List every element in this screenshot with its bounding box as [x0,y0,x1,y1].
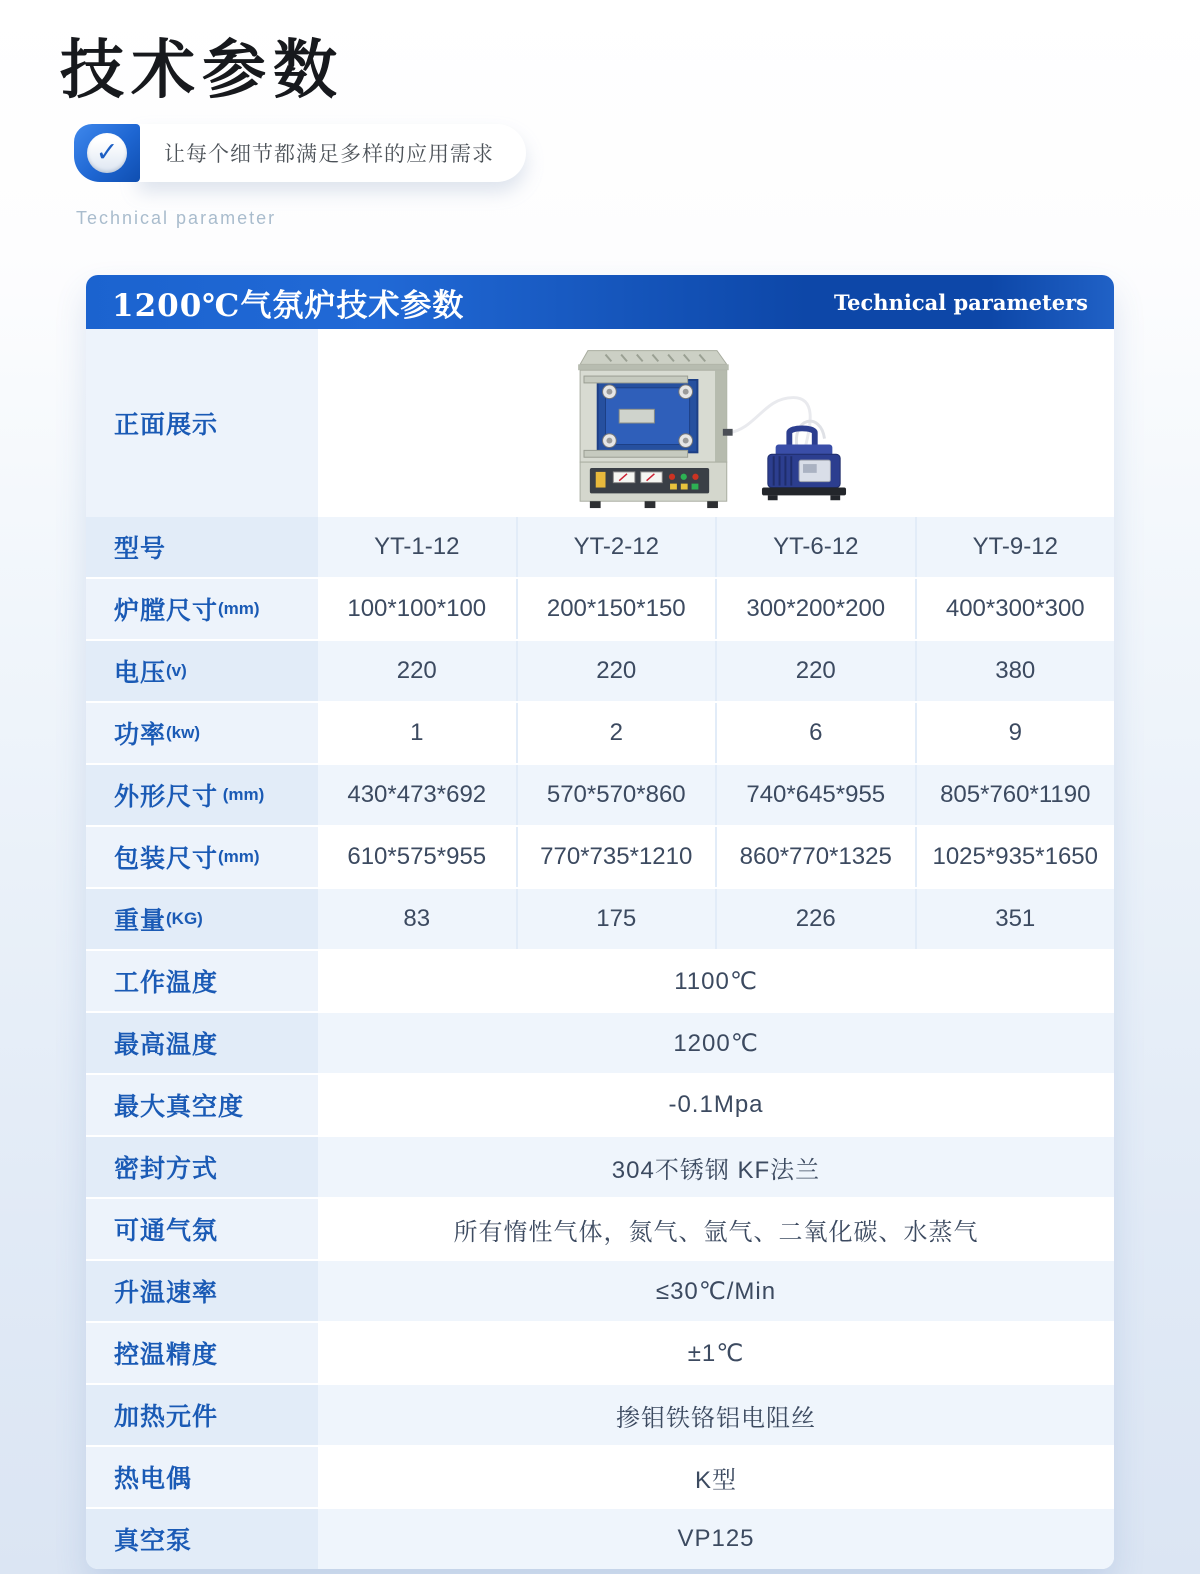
table-row [86,1321,1114,1383]
row-label: 工作温度 [86,951,318,1011]
value-cell-merged: -0.1Mpa [318,1075,1114,1135]
value-cell: 610*575*955 [347,843,487,871]
front-display-row [86,329,1114,517]
row-label: 重量 (KG) [86,889,318,949]
row-values [318,827,1114,887]
table-row [86,701,1114,763]
value-cell: 220 [396,657,437,685]
furnace-product-image [551,335,881,511]
value-cell: 220 [715,641,915,701]
value-cell: 351 [915,889,1115,949]
row-label: 最高温度 [86,1013,318,1073]
table-row [86,949,1114,1011]
row-values [318,889,1114,949]
value-cell: 1025*935*1650 [915,827,1115,887]
table-row [86,1445,1114,1507]
value-cell: 100*100*100 [347,595,487,623]
subtitle-english: Technical parameter [76,208,277,229]
table-row [86,1135,1114,1197]
table-title: 1200℃气氛炉技术参数 [112,287,465,324]
row-label: 真空泵 [86,1509,318,1569]
value-cell-merged: 1200℃ [318,1013,1114,1073]
value-cell: 860*770*1325 [715,827,915,887]
table-row [86,825,1114,887]
table-row [86,639,1114,701]
value-cell: YT-9-12 [915,517,1115,577]
value-cell: YT-6-12 [715,517,915,577]
table-row [86,1507,1114,1569]
table-row [86,887,1114,949]
value-cell: 380 [915,641,1115,701]
value-cell-merged: VP125 [318,1509,1114,1569]
value-cell: 83 [403,905,431,933]
table-row [86,577,1114,639]
value-cell: 805*760*1190 [915,765,1115,825]
table-row [86,1259,1114,1321]
row-values [318,579,1114,639]
row-label: 正面展示 [86,329,318,517]
row-label: 升温速率 [86,1261,318,1321]
value-cell-merged: 304不锈钢 KF法兰 [318,1137,1114,1197]
value-cell: 200*150*150 [516,579,716,639]
badge-text: 让每个细节都满足多样的应用需求 [138,124,526,182]
row-label: 加热元件 [86,1385,318,1445]
row-values [318,517,1114,577]
page-title: 技术参数 [60,33,344,108]
value-cell-merged: K型 [318,1447,1114,1507]
value-cell: 570*570*860 [516,765,716,825]
check-icon [87,133,127,173]
row-label: 最大真空度 [86,1075,318,1135]
value-cell: 175 [516,889,716,949]
value-cell-merged: ≤30℃/Min [318,1261,1114,1321]
row-values [318,641,1114,701]
row-label: 电压 (v) [86,641,318,701]
row-values [318,765,1114,825]
value-cell-merged: ±1℃ [318,1323,1114,1383]
value-cell: 9 [915,703,1115,763]
product-image-cell [318,329,1114,517]
subtitle-badge [74,124,526,182]
value-cell: 770*735*1210 [516,827,716,887]
table-header-bar [86,275,1114,329]
value-cell: 740*645*955 [715,765,915,825]
vacuum-pump [762,429,846,501]
row-label: 型号 [86,517,318,577]
spec-rows [86,517,1114,1569]
table-row [86,1073,1114,1135]
table-row [86,1011,1114,1073]
badge-square [74,124,140,182]
row-values [318,703,1114,763]
value-cell: 2 [516,703,716,763]
spec-table-card [86,275,1114,1569]
value-cell-merged: 掺钼铁铬铝电阻丝 [318,1385,1114,1445]
value-cell: 430*473*692 [347,781,487,809]
row-label: 热电偶 [86,1447,318,1507]
row-label: 功率 (kw) [86,703,318,763]
value-cell: YT-1-12 [374,533,460,561]
check-glyph: ✓ [95,136,119,167]
row-label: 密封方式 [86,1137,318,1197]
row-label: 控温精度 [86,1323,318,1383]
row-label: 外形尺寸 (mm) [86,765,318,825]
value-cell: 400*300*300 [915,579,1115,639]
value-cell: 6 [715,703,915,763]
value-cell: 220 [516,641,716,701]
table-row [86,1383,1114,1445]
row-label: 包装尺寸 (mm) [86,827,318,887]
table-row [86,763,1114,825]
value-cell: 300*200*200 [715,579,915,639]
value-cell: 226 [715,889,915,949]
table-row [86,1197,1114,1259]
table-row [86,517,1114,577]
value-cell: 1 [410,719,424,747]
value-cell-merged: 所有惰性气体，氮气、氩气、二氧化碳、水蒸气 [318,1199,1114,1259]
value-cell: YT-2-12 [516,517,716,577]
value-cell-merged: 1100℃ [318,951,1114,1011]
row-label: 可通气氛 [86,1199,318,1259]
row-label: 炉膛尺寸 (mm) [86,579,318,639]
table-title-english: Technical parameters [833,289,1088,315]
